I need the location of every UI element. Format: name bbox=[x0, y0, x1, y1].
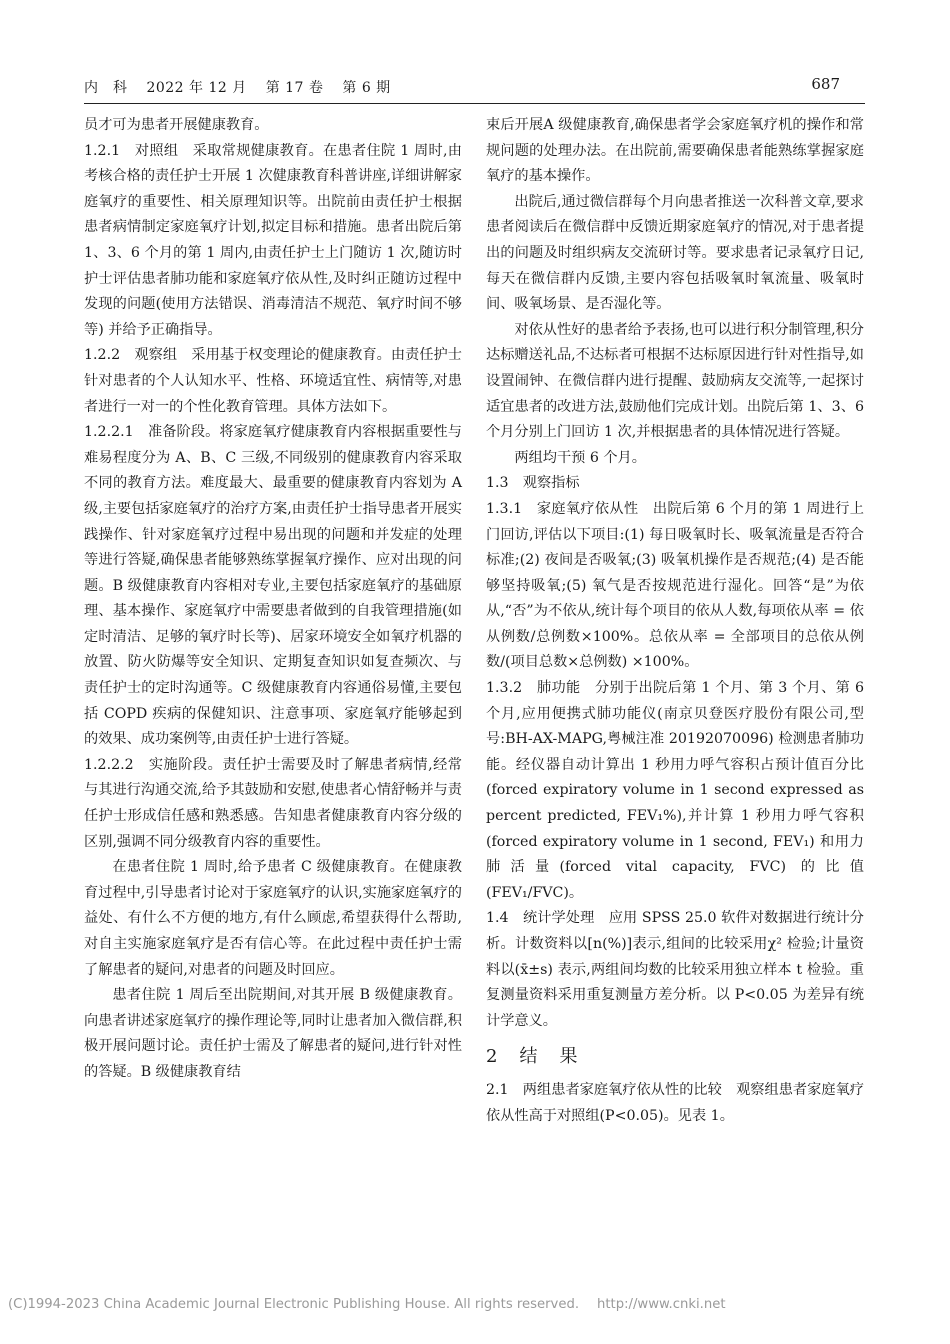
paragraph: 患者住院 1 周后至出院期间,对其开展 B 级健康教育。向患者讲述家庭氧疗的操作理论等,同时让患者加入微信群,积极开展问题讨论。责任护士需及了解患者的疑问,进行针对性的答疑。B 级健康教育结 bbox=[84, 987, 462, 1080]
paragraph: 对依从性好的患者给予表扬,也可以进行积分制管理,积分达标赠送礼品,不达标者可根据不达标原因进行针对性指导,如设置闹钟、在微信群内进行提醒、鼓励病友交流等,一起探讨适宜患者的改进方法,鼓励他们完成计划。出院后第 1、3、6 个月分别上门回访 1 次,并根据患者的具体情况进行答疑。 bbox=[486, 321, 864, 441]
section-1-3-2: 1.3.2 肺功能 分别于出院后第 1 个月、第 3 个月、第 6 个月,应用便携式肺功能仪(南京贝登医疗股份有限公司,型号:BH-AX-MAPG,粤械注准 20192070096) 检测患者肺功能。经仪器自动计算出 1 秒用力呼气容积占预计值百分比(forced expiratory volume in 1 second expressed as percent predicted, FEV₁%),并计算 1 秒用力呼气容积(forced expiratory volume in 1 second, FEV₁) 和用力肺活量(forced vital capacity, FVC) 的比值(FEV₁/FVC)。 bbox=[486, 680, 864, 901]
journal-name: 内 科 bbox=[84, 80, 128, 96]
section-1-4: 1.4 统计学处理 应用 SPSS 25.0 软件对数据进行统计分析。计数资料以[n(%)]表示,组间的比较采用χ² 检验;计量资料以(x̄±s) 表示,两组间均数的比较采用独立样本 t 检验。重复测量资料采用重复测量方差分析。以 P<0.05 为差异有统计学意义。 bbox=[486, 910, 864, 1029]
paragraph: 员才可为患者开展健康教育。 bbox=[84, 117, 269, 133]
paragraph: 两组均干预 6 个月。 bbox=[514, 449, 646, 466]
paragraph: 在患者住院 1 周时,给予患者 C 级健康教育。在健康教育过程中,引导患者讨论对于家庭氧疗的认识,实施家庭氧疗的益处、有什么不方便的地方,有什么顾虑,希望获得什么帮助,对自主实施家庭氧疗是否有信心等。在此过程中责任护士需了解患者的疑问,对患者的问题及时回应。 bbox=[84, 859, 462, 978]
copyright-footer bbox=[8, 1297, 726, 1312]
section-1-3-1: 1.3.1 家庭氧疗依从性 出院后第 6 个月的第 1 周进行上门回访,评估以下项目:(1) 每日吸氧时长、吸氧流量是否符合标准;(2) 夜间是否吸氧;(3) 吸氧机操作是否规范;(4) 是否能够坚持吸氧;(5) 氧气是否按规范进行湿化。回答“是”为依从,“否”为不依从,统计每个项目的依从人数,每项依从率 = 依从例数/总例数×100%。总依从率 = 全部项目的总依从例数/(项目总数×总例数) ×100%。 bbox=[486, 500, 864, 671]
section-2-1: 2.1 两组患者家庭氧疗依从性的比较 观察组患者家庭氧疗依从性高于对照组(P<0.05)。见表 1。 bbox=[486, 1082, 864, 1124]
left-column bbox=[84, 113, 462, 1086]
section-1-2-2-1: 1.2.2.1 准备阶段。将家庭氧疗健康教育内容根据重要性与难易程度分为 A、B、C 三级,不同级别的健康教育内容采取不同的教育方法。难度最大、最重要的健康教育内容划为 A 级,主要包括家庭氧疗的治疗方案,由责任护士指导患者开展实践操作、针对家庭氧疗过程中易出现的问题和并发症的处理等进行答疑,确保患者能够熟练掌握氧疗操作、应对出现的问题。B 级健康教育内容相对专业,主要包括家庭氧疗的基础原理、基本操作、家庭氧疗中需要患者做到的自我管理措施(如定时清洁、足够的氧疗时长等)、居家环境安全如氧疗机器的放置、防火防爆等安全知识、定期复查知识如复查频次、与责任护士的定时沟通等。C 级健康教育内容通俗易懂,主要包括 COPD 疾病的保健知识、注意事项、家庭氧疗能够起到的效果、成功案例等,由责任护士进行答疑。 bbox=[84, 424, 462, 748]
right-column bbox=[486, 113, 864, 1130]
section-1-2-2-2: 1.2.2.2 实施阶段。责任护士需要及时了解患者病情,经常与其进行沟通交流,给予其鼓励和安慰,使患者心情舒畅并与责任护士形成信任感和熟悉感。告知患者健康教育内容分级的区别,强调不同分级教育内容的重要性。 bbox=[84, 756, 462, 850]
volume-number: 第 17 卷 bbox=[265, 80, 324, 96]
page-number: 687 bbox=[811, 75, 840, 93]
issue-number: 第 6 期 bbox=[342, 80, 391, 96]
running-header bbox=[84, 77, 405, 97]
paragraph: 束后开展A 级健康教育,确保患者学会家庭氧疗机的操作和常规问题的处理办法。在出院前,需要确保患者能熟练掌握家庭氧疗的基本操作。 bbox=[486, 117, 864, 185]
section-1-3-heading: 1.3 观察指标 bbox=[486, 475, 580, 492]
section-1-2-1: 1.2.1 对照组 采取常规健康教育。在患者住院 1 周时,由考核合格的责任护士开展 1 次健康教育科普讲座,详细讲解家庭氧疗的重要性、相关原理知识等。出院前由责任护士根据患者病情制定家庭氧疗计划,拟定目标和措施。患者出院后第 1、3、6 个月的第 1 周内,由责任护士上门随访 1 次,随访时护士评估患者肺功能和家庭氧疗依从性,及时纠正随访过程中发现的问题(使用方法错误、消毒清洁不规范、氧疗时间不够等) 并给予正确指导。 bbox=[84, 142, 462, 338]
paragraph: 出院后,通过微信群每个月向患者推送一次科普文章,要求患者阅读后在微信群中反馈近期家庭氧疗的情况,对于患者提出的问题及时组织病友交流研讨等。要求患者记录氧疗日记,每天在微信群内反馈,主要内容包括吸氧时氧流量、吸氧时间、吸氧场景、是否湿化等。 bbox=[486, 193, 864, 313]
footer-url: http://www.cnki.net bbox=[597, 1297, 726, 1312]
header-rule bbox=[84, 103, 865, 104]
section-1-2-2: 1.2.2 观察组 采用基于权变理论的健康教育。由责任护士针对患者的个人认知水平、性格、环境适宜性、病情等,对患者进行一对一的个性化教育管理。具体方法如下。 bbox=[84, 347, 462, 415]
section-2-heading: 2 结 果 bbox=[486, 1046, 580, 1068]
copyright-text: (C)1994-2023 China Academic Journal Electronic Publishing House. All rights reserved. bbox=[8, 1297, 580, 1312]
issue-date: 2022 年 12 月 bbox=[146, 80, 247, 96]
